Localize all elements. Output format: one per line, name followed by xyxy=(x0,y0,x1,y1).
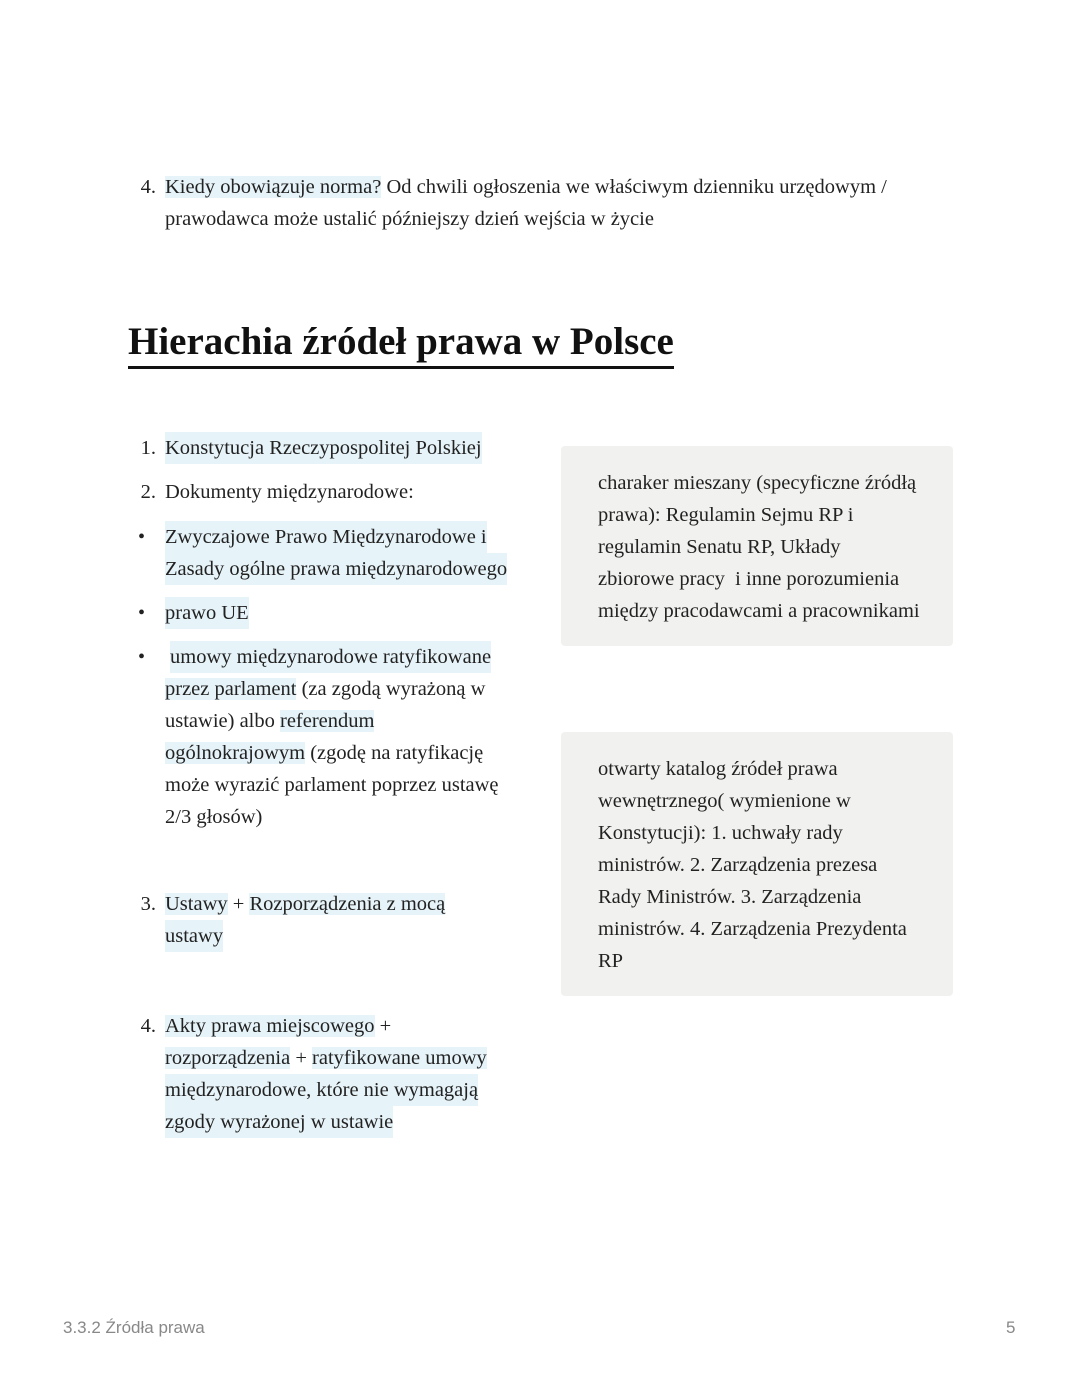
list-number: 4. xyxy=(140,176,156,198)
callout-line: ministrów. 2. Zarządzenia prezesa xyxy=(598,854,878,876)
callout-line: Konstytucji): 1. uchwały rady xyxy=(598,822,843,844)
bullet-icon: • xyxy=(138,646,146,668)
footer-section-title: 3.3.2 Źródła prawa xyxy=(63,1318,205,1337)
callout-line: Rady Ministrów. 3. Zarządzenia xyxy=(598,886,862,908)
highlighted-question: Kiedy obowiązuje norma? xyxy=(165,176,382,198)
callout-line: zbiorowe pracy i inne porozumienia xyxy=(598,568,900,590)
callout-open-catalog xyxy=(561,732,953,996)
callout-mixed-character xyxy=(561,446,953,646)
callout-line: regulamin Senatu RP, Układy xyxy=(598,536,841,558)
callout-line: wewnętrznego( wymienione w xyxy=(598,790,851,812)
section-heading: Hierachia źródeł prawa w Polsce xyxy=(128,318,674,369)
callout-line: otwarty katalog źródeł prawa xyxy=(598,758,838,780)
callout-line: prawa): Regulamin Sejmu RP i xyxy=(598,504,854,526)
answer-text-line2: prawodawca może ustalić późniejszy dzień wejścia w życie xyxy=(165,208,654,230)
bullet-icon: • xyxy=(138,602,146,624)
footer-page-number: 5 xyxy=(1006,1318,1016,1337)
answer-text: Od chwili ogłoszenia we właściwym dzienniku urzędowym / xyxy=(381,176,887,198)
item-text: Konstytucja Rzeczypospolitej Polskiej xyxy=(165,432,482,464)
callout-line: charaker mieszany (specyficzne źródłą xyxy=(598,472,917,494)
callout-line: między pracodawcami a pracownikami xyxy=(598,600,920,622)
callout-line: RP xyxy=(598,950,624,972)
bullet-icon: • xyxy=(138,526,146,548)
callout-line: ministrów. 4. Zarządzenia Prezydenta xyxy=(598,918,907,940)
item-text: Dokumenty międzynarodowe: xyxy=(165,481,414,503)
